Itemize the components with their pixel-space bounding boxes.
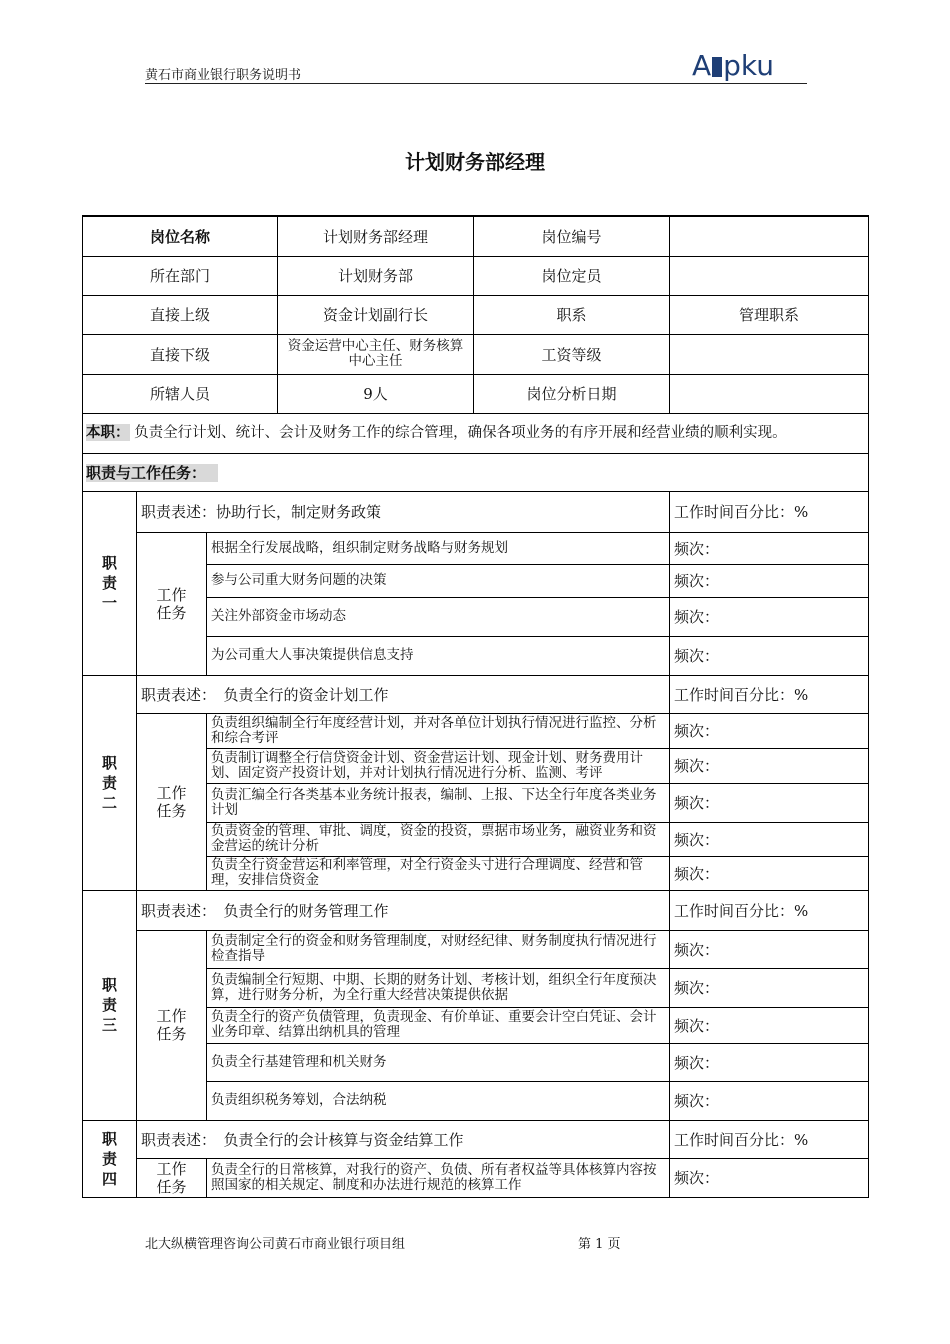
duty-2-statement-row bbox=[83, 675, 869, 713]
task-text: 根据全行发展战略，组织制定财务战略与财务规划 bbox=[207, 532, 670, 564]
duty-2-title: 职 责 二 bbox=[83, 675, 137, 890]
info-label: 岗位分析日期 bbox=[474, 374, 670, 413]
info-row-3 bbox=[83, 295, 869, 334]
info-value bbox=[670, 256, 869, 295]
task-text: 负责制定全行的资金和财务管理制度，对财经纪律、财务制度执行情况进行检查指导 bbox=[207, 930, 670, 968]
task-text: 负责组织编制全行年度经营计划，并对各单位计划执行情况进行监控、分析和综合考评 bbox=[207, 713, 670, 748]
duty-statement: 职责表述： 负责全行的财务管理工作 bbox=[137, 890, 670, 930]
duty-statement: 职责表述： 负责全行的资金计划工作 bbox=[137, 675, 670, 713]
percent-label: 工作时间百分比：% bbox=[670, 1120, 869, 1158]
info-label: 岗位名称 bbox=[83, 216, 278, 256]
duty-statement: 职责表述： 负责全行的会计核算与资金结算工作 bbox=[137, 1120, 670, 1158]
freq-label: 频次： bbox=[670, 856, 869, 890]
task-text: 负责全行资金营运和利率管理，对全行资金头寸进行合理调度、经营和管理，安排信贷资金 bbox=[207, 856, 670, 890]
info-label: 直接下级 bbox=[83, 334, 278, 374]
company-logo: A pku bbox=[692, 49, 775, 82]
info-label: 工资等级 bbox=[474, 334, 670, 374]
page-title: 计划财务部经理 bbox=[405, 150, 545, 174]
task-text: 负责全行的资产负债管理，负责现金、有价单证、重要会计空白凭证、会计业务印章、结算出纳机具的管理 bbox=[207, 1007, 670, 1043]
percent-label: 工作时间百分比：% bbox=[670, 890, 869, 930]
task-row bbox=[83, 930, 869, 968]
duty-summary-row bbox=[83, 413, 869, 453]
task-text: 负责全行的日常核算，对我行的资产、负债、所有者权益等具体核算内容按照国家的相关规定、制度和办法进行规范的核算工作 bbox=[207, 1158, 670, 1197]
percent-label: 工作时间百分比：% bbox=[670, 491, 869, 532]
freq-label: 频次： bbox=[670, 1081, 869, 1120]
duties-header: 职责与工作任务： bbox=[86, 464, 218, 482]
footer-company: 北大纵横管理咨询公司黄石市商业银行项目组 bbox=[145, 1237, 406, 1252]
job-description-table bbox=[82, 215, 869, 1198]
freq-label: 频次： bbox=[670, 783, 869, 822]
info-value: 9人 bbox=[278, 374, 474, 413]
freq-label: 频次： bbox=[670, 564, 869, 597]
task-row bbox=[83, 532, 869, 564]
info-row-2 bbox=[83, 256, 869, 295]
freq-label: 频次： bbox=[670, 1043, 869, 1081]
header-title: 黄石市商业银行职务说明书 bbox=[145, 68, 302, 83]
task-label: 工作 任务 bbox=[137, 930, 207, 1120]
task-text: 负责编制全行短期、中期、长期的财务计划、考核计划，组织全行年度预决算，进行财务分析，为全行重大经营决策提供依据 bbox=[207, 968, 670, 1007]
info-value bbox=[670, 334, 869, 374]
duty-3-statement-row bbox=[83, 890, 869, 930]
freq-label: 频次： bbox=[670, 597, 869, 636]
info-label: 岗位编号 bbox=[474, 216, 670, 256]
task-text: 负责制订调整全行信贷资金计划、资金营运计划、现金计划、财务费用计划、固定资产投资计划，并对计划执行情况进行分析、监测、考评 bbox=[207, 748, 670, 783]
duty-1-title: 职 责 一 bbox=[83, 491, 137, 675]
freq-label: 频次： bbox=[670, 968, 869, 1007]
task-label: 工作 任务 bbox=[137, 713, 207, 890]
task-text: 负责组织税务筹划，合法纳税 bbox=[207, 1081, 670, 1120]
info-value bbox=[670, 374, 869, 413]
info-row-4 bbox=[83, 334, 869, 374]
task-row bbox=[83, 1158, 869, 1197]
duties-header-row bbox=[83, 453, 869, 491]
duty-1-statement-row bbox=[83, 491, 869, 532]
task-text: 负责汇编全行各类基本业务统计报表，编制、上报、下达全行年度各类业务计划 bbox=[207, 783, 670, 822]
task-text: 负责资金的管理、审批、调度，资金的投资，票据市场业务，融资业务和资金营运的统计分析 bbox=[207, 822, 670, 856]
task-label: 工作 任务 bbox=[137, 532, 207, 675]
percent-label: 工作时间百分比：% bbox=[670, 675, 869, 713]
info-label: 职系 bbox=[474, 295, 670, 334]
duty-3-title: 职 责 三 bbox=[83, 890, 137, 1120]
info-row-5 bbox=[83, 374, 869, 413]
duty-statement: 职责表述：协助行长，制定财务政策 bbox=[137, 491, 670, 532]
task-row bbox=[83, 713, 869, 748]
freq-label: 频次： bbox=[670, 748, 869, 783]
header-divider bbox=[145, 83, 807, 84]
freq-label: 频次： bbox=[670, 1158, 869, 1197]
info-label: 所辖人员 bbox=[83, 374, 278, 413]
duty-summary-text: 负责全行计划、统计、会计及财务工作的综合管理，确保各项业务的有序开展和经营业绩的顺利实现。 bbox=[134, 425, 787, 441]
info-value: 计划财务部 bbox=[278, 256, 474, 295]
freq-label: 频次： bbox=[670, 532, 869, 564]
task-text: 为公司重大人事决策提供信息支持 bbox=[207, 636, 670, 675]
task-text: 负责全行基建管理和机关财务 bbox=[207, 1043, 670, 1081]
freq-label: 频次： bbox=[670, 822, 869, 856]
freq-label: 频次： bbox=[670, 713, 869, 748]
duty-4-title: 职 责 四 bbox=[83, 1120, 137, 1197]
freq-label: 频次： bbox=[670, 930, 869, 968]
info-value: 资金运营中心主任、财务核算中心主任 bbox=[278, 334, 474, 374]
freq-label: 频次： bbox=[670, 636, 869, 675]
info-value: 资金计划副行长 bbox=[278, 295, 474, 334]
duty-4-statement-row bbox=[83, 1120, 869, 1158]
info-label: 所在部门 bbox=[83, 256, 278, 295]
info-row-1 bbox=[83, 216, 869, 256]
footer-page-number: 第 1 页 bbox=[578, 1237, 621, 1252]
task-text: 关注外部资金市场动态 bbox=[207, 597, 670, 636]
freq-label: 频次： bbox=[670, 1007, 869, 1043]
info-label: 岗位定员 bbox=[474, 256, 670, 295]
info-value bbox=[670, 216, 869, 256]
info-value: 管理职系 bbox=[670, 295, 869, 334]
info-value: 计划财务部经理 bbox=[278, 216, 474, 256]
task-text: 参与公司重大财务问题的决策 bbox=[207, 564, 670, 597]
duty-summary-label: 本职： bbox=[86, 424, 130, 441]
info-label: 直接上级 bbox=[83, 295, 278, 334]
task-label: 工作 任务 bbox=[137, 1158, 207, 1197]
